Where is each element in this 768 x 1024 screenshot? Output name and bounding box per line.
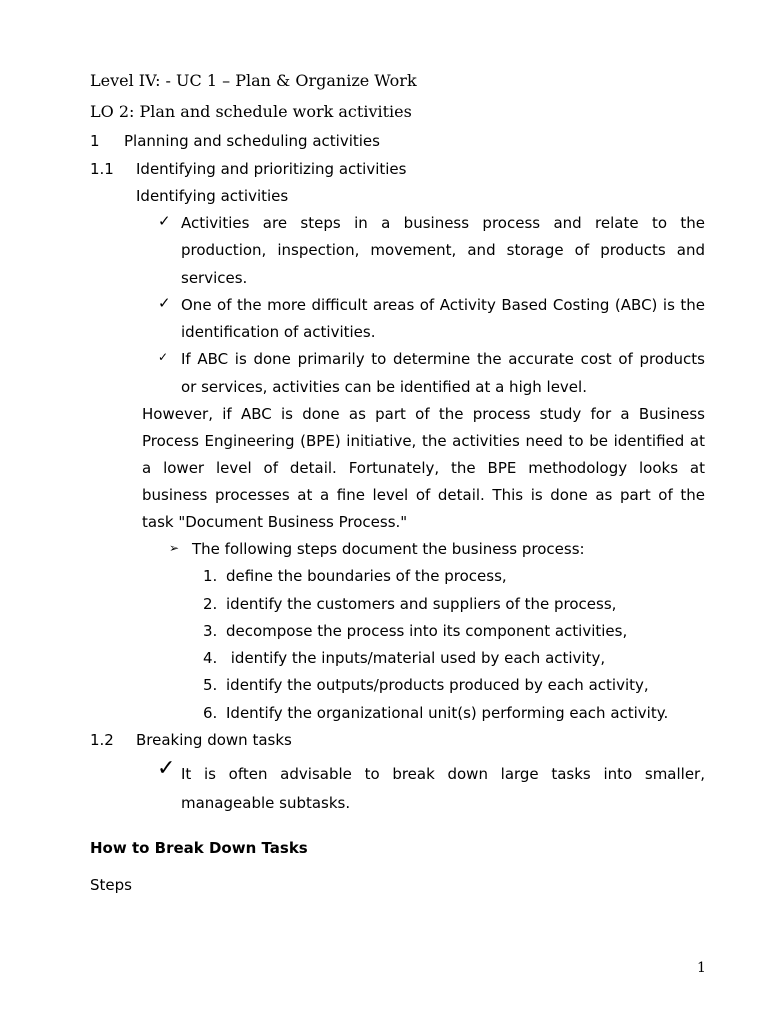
section-1-1-number: 1.1 xyxy=(90,160,114,178)
step-text: identify the outputs/products produced by each activity, xyxy=(226,676,649,694)
arrow-item-text: The following steps document the business process: xyxy=(192,540,585,558)
step-text: Identify the organizational unit(s) performing each activity. xyxy=(226,704,669,722)
section-1-number: 1 xyxy=(90,132,100,150)
step-text: decompose the process into its component activities, xyxy=(226,622,628,640)
step-number: 6. xyxy=(203,704,218,722)
step-number: 4. xyxy=(203,649,218,667)
section-1-1-subheading: Identifying activities xyxy=(136,187,289,205)
bullet-1-line-3: services. xyxy=(181,269,248,287)
step-number: 1. xyxy=(203,567,218,585)
bullet-3-line-2: or services, activities can be identified at a high level. xyxy=(181,378,587,396)
checkmark-icon: ✓ xyxy=(157,756,176,781)
document-header-lo: LO 2: Plan and schedule work activities xyxy=(90,102,412,121)
section-1-2-number: 1.2 xyxy=(90,731,114,749)
section-1-2-title: Breaking down tasks xyxy=(136,731,292,749)
paragraph-line-5: task "Document Business Process." xyxy=(142,513,408,531)
section-1-1-title: Identifying and prioritizing activities xyxy=(136,160,407,178)
section-1-2-bullet-line-1: It is often advisable to break down large tasks into smaller, xyxy=(181,765,705,783)
section-1-title: Planning and scheduling activities xyxy=(124,132,380,150)
step-number: 3. xyxy=(203,622,218,640)
checkmark-icon: ✓ xyxy=(158,212,171,230)
bullet-1-line-1: Activities are steps in a business process and relate to the xyxy=(181,214,705,232)
bullet-1-line-2: production, inspection, movement, and storage of products and xyxy=(181,241,705,259)
paragraph-line-1: However, if ABC is done as part of the process study for a Business xyxy=(142,405,705,423)
page-number: 1 xyxy=(697,960,706,976)
paragraph-line-3: a lower level of detail. Fortunately, the BPE methodology looks at xyxy=(142,459,705,477)
bullet-2-line-2: identification of activities. xyxy=(181,323,376,341)
checkmark-icon: ✓ xyxy=(158,350,169,364)
how-to-heading: How to Break Down Tasks xyxy=(90,839,308,857)
paragraph-line-4: business processes at a fine level of detail. This is done as part of the xyxy=(142,486,705,504)
step-number: 5. xyxy=(203,676,218,694)
arrow-bullet-icon: ➢ xyxy=(169,541,180,555)
step-text: identify the customers and suppliers of the process, xyxy=(226,595,617,613)
step-number: 2. xyxy=(203,595,218,613)
document-header-level: Level IV: - UC 1 – Plan & Organize Work xyxy=(90,71,417,90)
bullet-3-line-1: If ABC is done primarily to determine the accurate cost of products xyxy=(181,350,705,368)
steps-label: Steps xyxy=(90,876,132,894)
step-text: identify the inputs/material used by each activity, xyxy=(226,649,606,667)
step-text: define the boundaries of the process, xyxy=(226,567,507,585)
bullet-2-line-1: One of the more difficult areas of Activity Based Costing (ABC) is the xyxy=(181,296,705,314)
paragraph-line-2: Process Engineering (BPE) initiative, the activities need to be identified at xyxy=(142,432,705,450)
section-1-2-bullet-line-2: manageable subtasks. xyxy=(181,794,351,812)
checkmark-icon: ✓ xyxy=(158,294,171,312)
